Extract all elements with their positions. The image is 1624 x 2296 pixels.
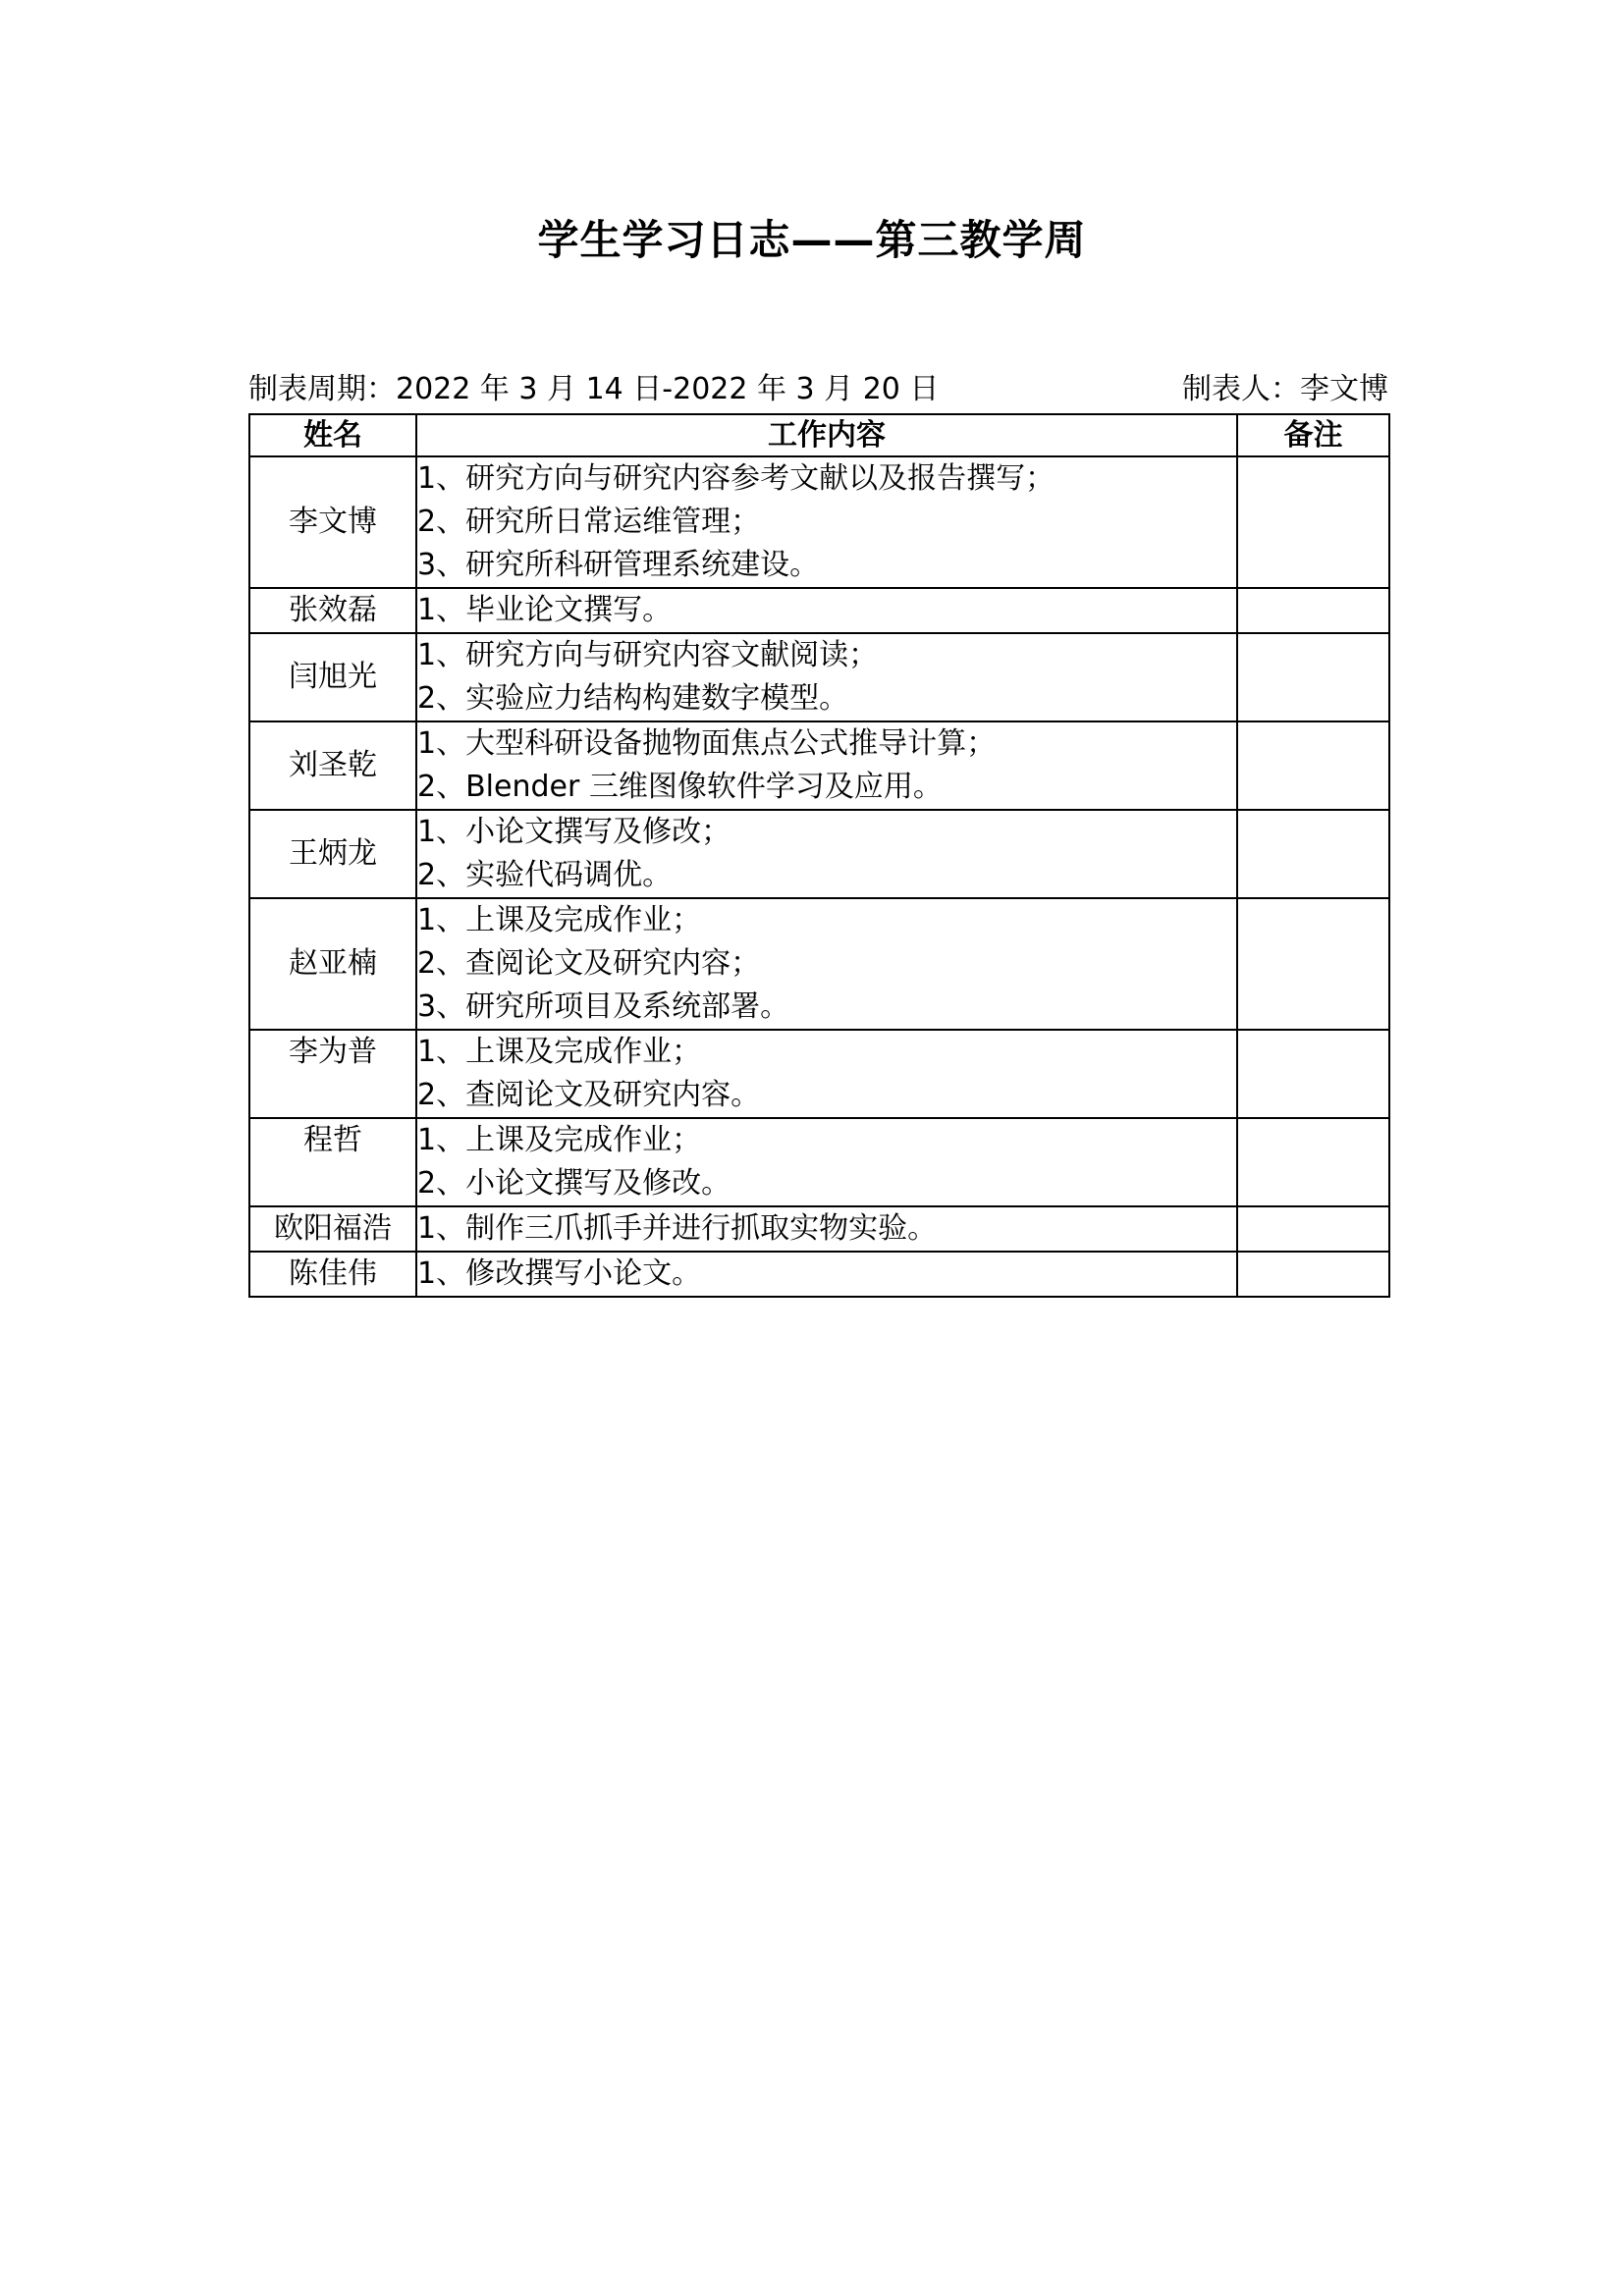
table-row [249,1030,1389,1118]
work-item: 2、实验代码调优。 [417,858,673,892]
student-name [249,1252,416,1297]
student-name-text: 李为普 [289,1035,377,1069]
work-item: 1、毕业论文撰写。 [417,593,673,627]
student-name [249,588,416,633]
student-name-text: 闫旭光 [289,660,377,694]
student-name-text: 陈佳伟 [289,1256,377,1291]
work-content [416,721,1237,810]
work-item: 2、查阅论文及研究内容； [417,946,761,981]
work-item: 1、小论文撰写及修改； [417,815,731,849]
work-item: 2、小论文撰写及修改。 [417,1166,731,1201]
student-name-text: 程哲 [303,1123,362,1157]
header-work: 工作内容 [416,414,1237,456]
table-row [249,1252,1389,1297]
work-item: 3、研究所项目及系统部署。 [417,989,790,1024]
work-item: 1、研究方向与研究内容参考文献以及报告撰写； [417,461,1056,496]
table-header-row [249,414,1389,456]
student-name [249,1118,416,1206]
note-cell [1237,588,1389,633]
work-item: 2、实验应力结构构建数字模型。 [417,681,849,716]
note-cell [1237,721,1389,810]
note-cell [1237,1030,1389,1118]
work-item: 3、研究所科研管理系统建设。 [417,548,820,582]
work-item: 1、大型科研设备抛物面焦点公式推导计算； [417,726,997,761]
student-name-text: 王炳龙 [289,836,377,871]
note-cell [1237,633,1389,721]
student-name [249,898,416,1030]
page-title: 学生学习日志——第三教学周 [537,216,1087,264]
student-name [249,810,416,898]
table-row [249,456,1389,588]
work-item: 1、上课及完成作业； [417,1035,702,1069]
work-content [416,633,1237,721]
student-name-text: 李文博 [289,505,377,539]
table-period: 制表周期：2022 年 3 月 14 日-2022 年 3 月 20 日 [248,372,940,406]
work-item: 1、上课及完成作业； [417,1123,702,1157]
student-name [249,1206,416,1252]
work-item: 2、Blender 三维图像软件学习及应用。 [417,770,943,804]
student-name-text: 刘圣乾 [289,748,377,782]
work-content [416,1252,1237,1297]
work-item: 1、修改撰写小论文。 [417,1256,702,1291]
work-item: 1、制作三爪抓手并进行抓取实物实验。 [417,1211,938,1246]
table-row [249,588,1389,633]
student-name-text: 赵亚楠 [289,946,377,981]
study-log-table [248,413,1390,1298]
work-content [416,1118,1237,1206]
note-cell [1237,1118,1389,1206]
header-note: 备注 [1237,414,1389,456]
student-name [249,633,416,721]
work-content [416,1030,1237,1118]
work-item: 2、查阅论文及研究内容。 [417,1078,761,1112]
work-item: 1、上课及完成作业； [417,903,702,937]
table-row [249,721,1389,810]
student-name-text: 欧阳福浩 [274,1211,392,1246]
work-content [416,898,1237,1030]
table-row [249,633,1389,721]
table-row [249,810,1389,898]
student-name-text: 张效磊 [289,593,377,627]
table-row [249,1206,1389,1252]
note-cell [1237,456,1389,588]
work-content [416,588,1237,633]
student-name [249,1030,416,1118]
work-item: 2、研究所日常运维管理； [417,505,761,539]
note-cell [1237,898,1389,1030]
work-content [416,810,1237,898]
table-author: 制表人：李文博 [1182,372,1388,406]
note-cell [1237,1252,1389,1297]
header-name: 姓名 [249,414,416,456]
work-content [416,456,1237,588]
note-cell [1237,810,1389,898]
student-name [249,721,416,810]
work-content [416,1206,1237,1252]
student-name [249,456,416,588]
work-item: 1、研究方向与研究内容文献阅读； [417,638,879,672]
note-cell [1237,1206,1389,1252]
table-row [249,1118,1389,1206]
table-row [249,898,1389,1030]
